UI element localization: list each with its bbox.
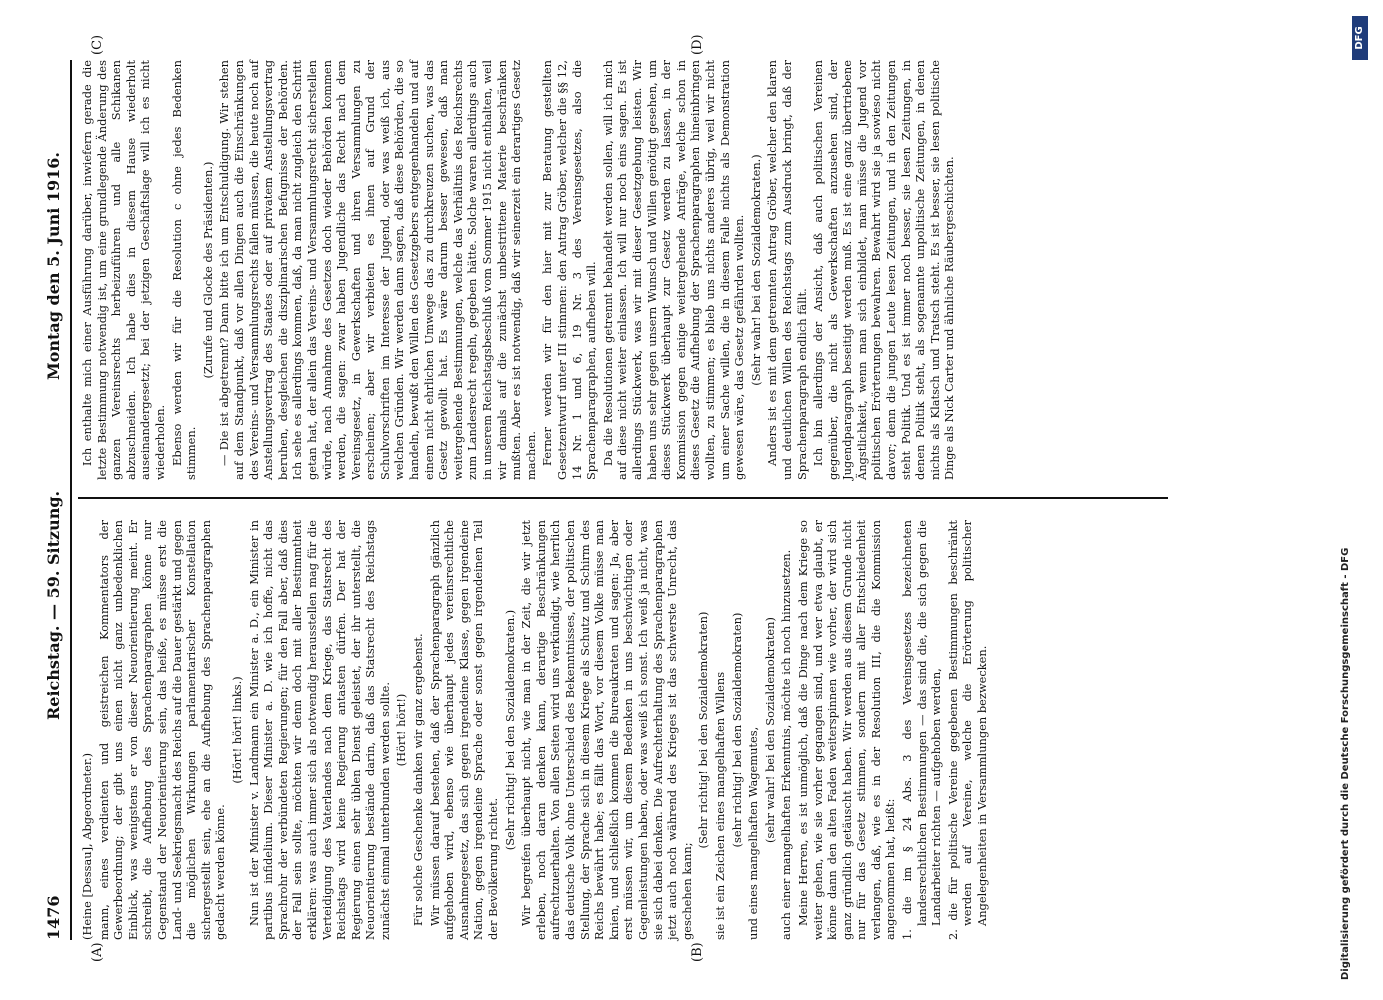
interjection: (Hört! hört!) bbox=[394, 693, 409, 767]
interjection: (Sehr richtig! bei den Sozialdemokraten) bbox=[696, 611, 711, 849]
paragraph: Ferner werden wir für den hier mit zur Beratung gestellten Gesetzentwurf unter III stimmen: den Antrag Gröber, welcher die §§ 12, 14 Nr. 1 und 6, 19 Nr. 3 des Vereinsgesetzes, also die Sprachenparagraphen, aufheben will. bbox=[540, 60, 599, 480]
dfg-logo: DFG bbox=[1352, 16, 1368, 60]
header-left-title: Reichstag. — 59. Sitzung. bbox=[44, 490, 63, 720]
margin-marker-a: (A) bbox=[90, 942, 105, 962]
interjection: (Sehr richtig! bei den Sozialdemokraten.) bbox=[502, 609, 517, 851]
paragraph: Da die Resolutionen getrennt behandelt werden sollen, will ich mich auf diese nicht weiter einlassen. Ich will nur noch eins sagen. Es ist allerdings Stückwerk, was wir mit dieser Gesetzgebung leisten. Wir haben uns sehr gegen unsern Wunsch und Willen genötigt gesehen, um dieses Stückwerk überhaupt zur Gesetz werden zu lassen, in der Kommission gegen einige weitergehende Anträge, welche schon in dieses Gesetz die Aufhebung der Sprachenparagraphen hineinbringen wollten, zu stimmen; es blieb uns nichts anderes übrig, weil wir nicht um einer Sache willen, die in diesem Falle nichts als Demonstration gewesen wäre, das Gesetz gefährden wollten. bbox=[600, 60, 747, 480]
list-item: 1. die im § 24 Abs. 3 des Vereinsgesetzes bezeichneten landesrechtlichen Bestimmungen — das sind die, die sich gegen die Landarbeiter richten — aufgehoben werden, bbox=[900, 520, 944, 940]
interjection: (sehr richtig! bei den Sozialdemokraten) bbox=[729, 612, 744, 848]
interjection: (sehr wahr! bei den Sozialdemokraten) bbox=[762, 617, 777, 843]
margin-marker-c: (C) bbox=[90, 34, 105, 55]
paragraph: Anders ist es mit dem getrennten Antrag Gröber, welcher den klaren und deutlichen Willen des Reichstags zum Ausdruck bringt, daß der Sprachenparagraph endlich fällt. bbox=[765, 60, 809, 480]
paragraph: Meine Herren, es ist unmöglich, daß die Dinge nach dem Kriege so weiter gehen, wie sie vorher gegangen sind, und wer etwa glaubt, er könne dann den alten Faden weiterspinnen wie vorher, der wird sich ganz gründlich getäuscht haben. Wir werden aus diesem Grunde nicht nur für das Gesetz stimmen, sondern mit aller Entschiedenheit verlangen, daß, wie es in der Resolution III, die die Kommission angenommen hat, heißt: bbox=[795, 520, 898, 940]
interjection: (Zurufe und Glocke des Präsidenten.) bbox=[200, 161, 215, 379]
right-column bbox=[80, 60, 959, 480]
margin-marker-d: (D) bbox=[690, 34, 705, 55]
margin-marker-b: (B) bbox=[690, 942, 705, 962]
paragraph: und eines mangelhaften Wagemutes, bbox=[746, 726, 761, 940]
paragraph: — Die ist abgetrennt? Dann bitte ich um Entschuldigung. Wir stehen auf dem Standpunkt, daß vor allen Dingen auch die Einschränkungen des Vereins- und Versammlungsrechts fallen müssen, die heute noch auf Anstellungsvertrag des Staates oder auf privatem Anstellungsvertrag beruhen, desgleichen die disziplinarischen Befugnisse der Behörden. Ich sehe es allerdings kommen, daß, da man nicht zugleich den Schritt getan hat, der allein das Vereins- und Versammlungsrecht sicherstellen würde, nach Annahme des Gesetzes doch wieder Behörden kommen werden, die sagen: zwar haben Jugendliche das Recht nach dem Vereinsgesetz, in Gewerkschaften und ihren Versammlungen zu erscheinen; aber wir verbieten es ihnen auf Grund der Schulvorschriften im Interesse der Jugend, oder was weiß ich, aus welchen Gründen. Wir werden dann sagen, daß diese Behörden, die so handeln, bewußt den Willen des Gesetzgebers entgegenhandeln und auf einem nicht ehrlichen Umwege das zu durchkreuzen suchen, was das Gesetz gewollt hat. Es wäre darum besser gewesen, daß man weitergehende Bestimmungen, welche das Verhältnis des Reichsrechts zum Landesrecht regeln, gegeben hätte. Solche waren allerdings auch in unserem Reichstagsbeschluß vom Sommer 1915 nicht enthalten, weil wir damals auf die zunächst unbestrittene Materie beschränken mußten. Aber es ist notwendig, daß wir seinerzeit ein derartiges Gesetz machen. bbox=[217, 60, 538, 480]
paragraph: auch einer mangelhaften Erkenntnis, möchte ich noch hinzusetzen. bbox=[779, 549, 794, 940]
paragraph: Wir müssen darauf bestehen, daß der Sprachenparagraph gänzlich aufgehoben wird, ebenso wie überhaupt jedes vereinsrechtliche Ausnahmegesetz, das sich gegen irgendeine Klasse, gegen irgendeine Nation, gegen irgendeine Sprache oder sonst gegen irgendeinen Teil der Bevölkerung richtet. bbox=[427, 520, 501, 940]
paragraph: Ich enthalte mich einer Ausführung darüber, inwiefern gerade die letzte Bestimmung notwendig ist, um eine grundlegende Änderung des ganzen Vereinsrechts herbeizuführen und alle Schikanen abzuschneiden. Ich habe dies in diesem Hause wiederholt auseinandergesetzt; bei der jetzigen Geschäftslage will ich es nicht wiederholen. bbox=[80, 60, 167, 480]
speaker-line: (Heine [Dessau], Abgeordneter.) bbox=[80, 752, 94, 940]
paragraph: Ich bin allerdings der Ansicht, daß auch politischen Vereinen gegenüber, die nicht als Gewerkschaften anzusehen sind, der Jugendparagraph beseitigt werden muß. Es ist eine ganz übertriebene Ängstlichkeit, wenn man sich einbildet, man müsse die Jugend vor politischen Erörterungen bewahren. Bewahrt wird sie ja sowieso nicht davor; denn die jungen Leute lesen Zeitungen, und in den Zeitungen steht Politik. Und es ist immer noch besser, sie lesen Zeitungen, in denen Politik steht, als sogenannte unpolitische Zeitungen, in denen nichts als Klatsch und Tratsch steht. Es ist besser, sie lesen politische Dinge als Nick Carter und ähnliche Räubergeschichten. bbox=[811, 60, 957, 480]
digitization-note: Digitalisierung gefördert durch die Deutsche Forschungsgemeinschaft - DFG bbox=[1340, 547, 1351, 980]
page-number: 1476 bbox=[44, 895, 63, 940]
column-divider bbox=[78, 498, 1168, 500]
page-header bbox=[40, 60, 72, 940]
paragraph: Nun ist der Minister v. Landmann ein Minister a. D., ein Minister in partibus infidelium. Dieser Minister a. D. wie ich hoffe, nicht das Sprachrohr der verbündeten Regierungen; für den Fall aber, daß dies der Fall sein sollte, möchten wir denn doch mit aller Bestimmtheit erklären: was auch immer sich als notwendig herausstellen mag für die Verteidigung des Vaterlandes nach dem Kriege, das Statsrecht des Reichstags wird keine Regierung antasten dürfen. Der hat der Regierung einen sehr üblen Dienst geleistet, der ihr unterstellt, die Neuorientierung bestände darin, daß das Statsrecht des Reichstags zunächst einmal unterbunden werden sollte. bbox=[246, 520, 392, 940]
paragraph: Wir begreifen überhaupt nicht, wie man in der Zeit, die wir jetzt erleben, noch daran denken kann, derartige Beschränkungen aufrechtzuerhalten. Von allen Seiten wird uns verkündigt, wie herrlich das deutsche Volk ohne Unterschied des Bekenntnisses, der politischen Stellung, der Sprache sich in diesem Kriege als Schutz und Schirm des Reichs bewährt habe; es fällt das Wort, vor diesem Volke müsse man knien, und schließlich kommen die Bureaukraten und sagen: Ja, aber erst müssen wir, um diesem Bedenken in uns beschwichtigen oder Gegenleistungen haben, oder was weiß ich sonst. Ich weiß ja nicht, was sie sich dabei denken. Die Aufrechterhaltung des Sprachenparagraphen jetzt auch noch während des Krieges ist das schwerste Unrecht, das geschehen kann; bbox=[519, 520, 694, 940]
interjection: (Sehr wahr! bei den Sozialdemokraten.) bbox=[748, 154, 763, 386]
paragraph: Für solche Geschenke danken wir ganz ergebenst. bbox=[411, 633, 426, 926]
list-item: 2. die für politische Vereine gegebenen Bestimmungen beschränkt werden auf Vereine, welche die Erörterung politischer Angelegenheiten in Versammlungen bezwecken. bbox=[945, 520, 990, 940]
paragraph: Ebenso werden wir für die Resolution c ohne jedes Bedenken stimmen. bbox=[169, 60, 199, 480]
header-right-title: Montag den 5. Juni 1916. bbox=[44, 152, 63, 380]
paragraph: sie ist ein Zeichen eines mangelhaften Willens bbox=[712, 671, 727, 940]
left-column bbox=[80, 520, 992, 940]
paragraph: mann, eines verdienten und geistreichen Kommentators der Gewerbeordnung; der gibt uns einen nicht ganz unbedenklichen Einblick, was wenigstens er von dieser Neuorientierung meint. Er schreibt, die Aufhebung des Sprachenparagraphen könne nur Gegenstand der Neuorientierung sein, das heiße, es müsse erst die Land- und Seekriegsmacht des Reichs auf die Dauer gestärkt und gegen die möglichen Wirkungen parlamentarischer Konstellation sichergestellt sein, ehe an die Aufhebung des Sprachenparagraphen gedacht werden könne. bbox=[96, 520, 228, 940]
interjection: (Hört! hört! links.) bbox=[229, 676, 244, 784]
